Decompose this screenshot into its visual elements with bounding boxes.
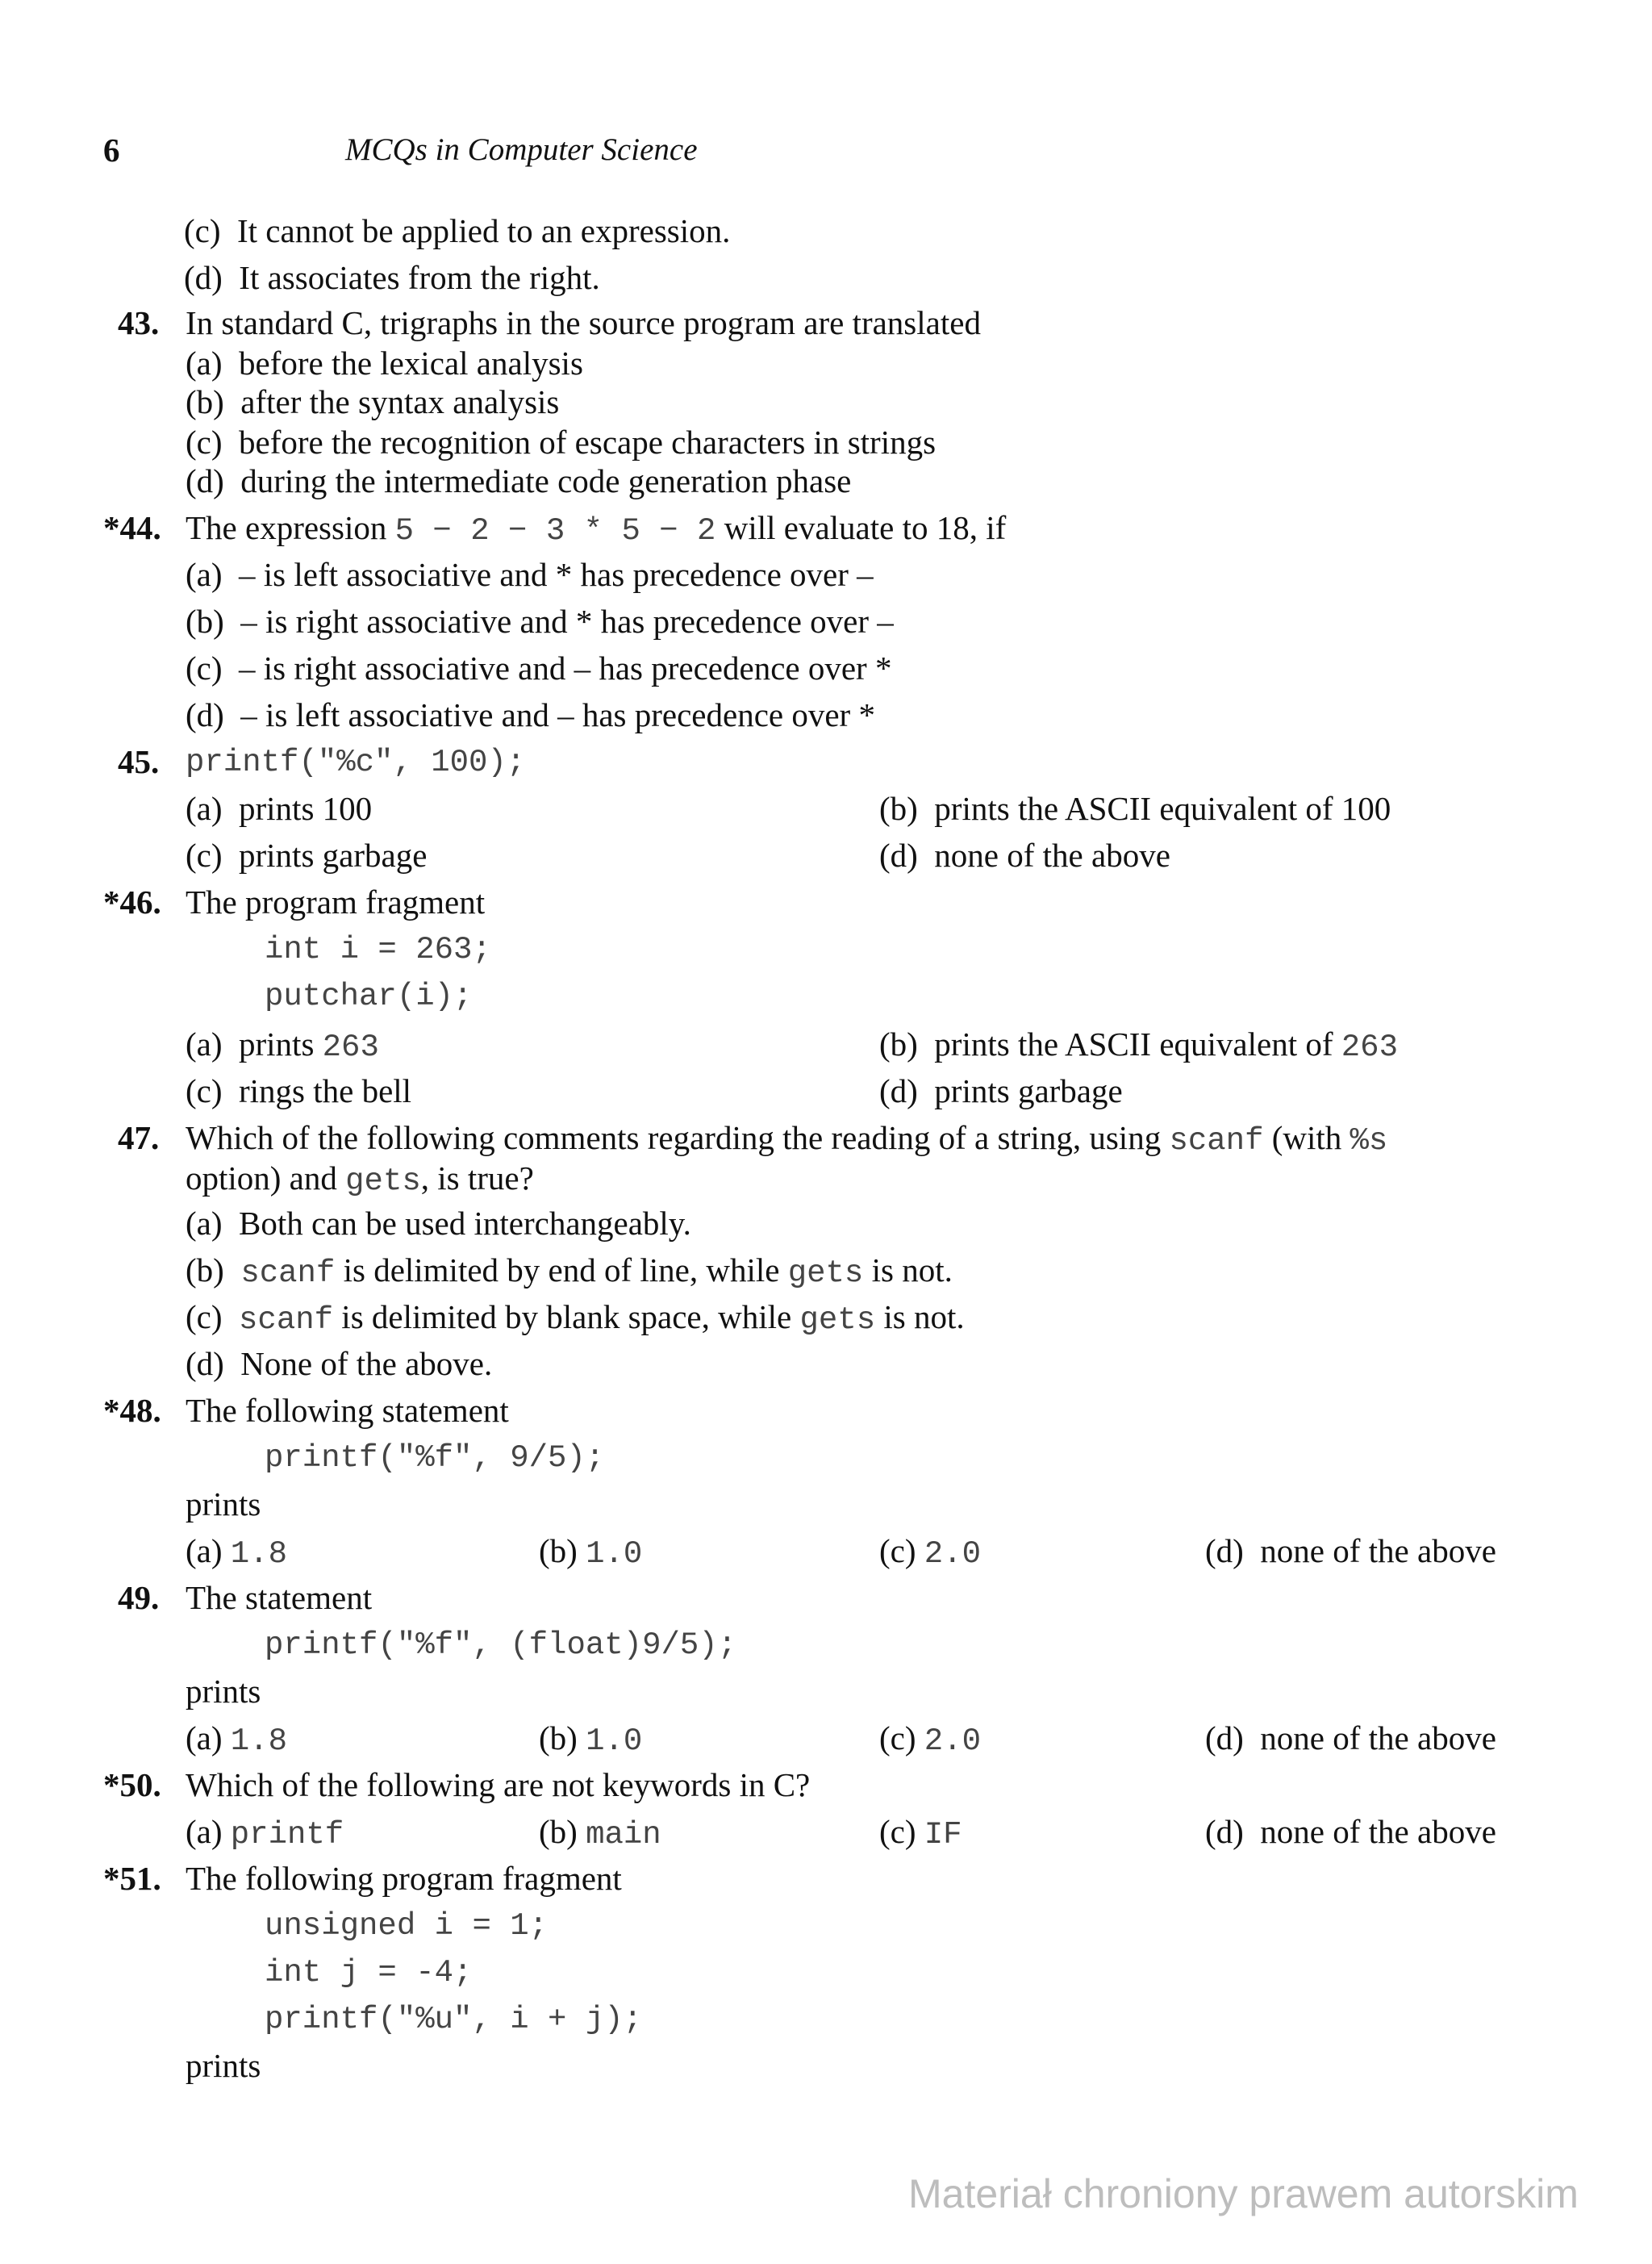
q49-option-a-code: 1.8 <box>230 1723 287 1759</box>
q46-code-line-1: int i = 263; <box>265 932 491 967</box>
q45-option-a: (a) prints 100 <box>186 790 373 827</box>
q43-option-c: (c) before the recognition of escape characters in strings <box>186 424 937 461</box>
q47-option-b-label: (b) <box>186 1251 241 1289</box>
q47-text-4: , is true? <box>420 1159 534 1197</box>
q46-option-a <box>186 1025 379 1065</box>
q45-code: printf("%c", 100); <box>186 745 526 780</box>
q50-option-b-code: main <box>586 1817 661 1853</box>
q49-option-d: (d) none of the above <box>1205 1719 1496 1756</box>
q46-code-line-2: putchar(i); <box>265 979 473 1014</box>
q50-option-c-label: (c) <box>879 1813 916 1850</box>
q47-option-c-code-1: scanf <box>239 1302 334 1338</box>
q46-option-b <box>879 1025 1398 1065</box>
q42-option-c: (c) It cannot be applied to an expression. <box>184 212 731 249</box>
q50-option-c <box>879 1815 962 1851</box>
q49-code: printf("%f", (float)9/5); <box>265 1627 737 1663</box>
q48-prints: prints <box>186 1485 261 1523</box>
q47-question-line-1 <box>186 1119 1388 1159</box>
q44-text-post: will evaluate to 18, if <box>715 509 1007 546</box>
running-title: MCQs in Computer Science <box>345 132 698 167</box>
q47-option-c-label: (c) <box>186 1298 240 1335</box>
q49-option-c <box>879 1719 981 1759</box>
q51-code-line-3: printf("%u", i + j); <box>265 2002 643 2037</box>
q48-option-b <box>539 1532 643 1572</box>
q50-option-a-label: (a) <box>186 1813 223 1850</box>
q49-option-b-code: 1.0 <box>586 1723 643 1759</box>
q51-prints: prints <box>186 2047 261 2084</box>
q46-option-d: (d) prints garbage <box>879 1072 1123 1109</box>
q49-option-c-code: 2.0 <box>924 1723 981 1759</box>
q51-code-line-1: unsigned i = 1; <box>265 1908 549 1944</box>
q43-number: 43. <box>118 304 160 341</box>
q47-text-2: (with <box>1263 1119 1350 1156</box>
q46-option-b-text: (b) prints the ASCII equivalent of <box>879 1025 1341 1063</box>
q44-text-pre: The expression <box>186 509 395 546</box>
q49-option-b-label: (b) <box>539 1719 578 1756</box>
q44-option-d: (d) – is left associative and – has precedence over * <box>186 696 875 733</box>
q47-number: 47. <box>118 1119 160 1156</box>
q45-number: 45. <box>118 743 160 780</box>
q44-number: *44. <box>103 509 161 546</box>
q47-text-1: Which of the following comments regarding the reading of a string, using <box>186 1119 1170 1156</box>
copyright-watermark: Materiał chroniony prawem autorskim <box>908 2171 1579 2216</box>
q47-option-a: (a) Both can be used interchangeably. <box>186 1205 691 1242</box>
q49-question: The statement <box>186 1579 373 1616</box>
q49-option-b <box>539 1719 643 1759</box>
q44-option-b: (b) – is right associative and * has precedence over – <box>186 603 894 640</box>
page-number: 6 <box>103 132 120 169</box>
q47-option-c-code-2: gets <box>799 1302 876 1338</box>
q47-option-c-text: is delimited by blank space, while <box>333 1298 800 1335</box>
q44-option-c: (c) – is right associative and – has precedence over * <box>186 650 892 687</box>
q45-option-c: (c) prints garbage <box>186 837 428 874</box>
q44-expression: 5 − 2 − 3 * 5 − 2 <box>394 513 716 549</box>
q47-option-d: (d) None of the above. <box>186 1345 493 1382</box>
q47-option-b-text: is delimited by end of line, while <box>335 1251 788 1289</box>
q43-option-d: (d) during the intermediate code generation phase <box>186 462 852 499</box>
q44-question <box>186 509 1007 549</box>
q48-option-c-label: (c) <box>879 1532 916 1569</box>
q43-question: In standard C, trigraphs in the source program are translated <box>186 304 981 341</box>
q48-question: The following statement <box>186 1392 509 1429</box>
q48-option-a <box>186 1532 287 1572</box>
q50-option-b <box>539 1815 661 1851</box>
q48-code: printf("%f", 9/5); <box>265 1440 605 1476</box>
q50-option-d: (d) none of the above <box>1205 1813 1496 1850</box>
q49-option-a-label: (a) <box>186 1719 223 1756</box>
q47-question-line-2 <box>186 1159 534 1199</box>
q50-option-b-label: (b) <box>539 1813 578 1850</box>
q50-option-a-code: printf <box>230 1817 344 1853</box>
q47-option-b-end: is not. <box>863 1251 953 1289</box>
q47-option-b-code-1: scanf <box>240 1255 336 1291</box>
q48-option-b-label: (b) <box>539 1532 578 1569</box>
q47-option-c <box>186 1298 965 1338</box>
q44-option-a: (a) – is left associative and * has precedence over – <box>186 556 874 593</box>
q47-option-b-code-2: gets <box>787 1255 864 1291</box>
q47-code-format: %s <box>1350 1123 1388 1159</box>
q45-option-b: (b) prints the ASCII equivalent of 100 <box>879 790 1391 827</box>
q43-option-a: (a) before the lexical analysis <box>186 345 583 382</box>
q47-code-scanf: scanf <box>1169 1123 1264 1159</box>
q49-number: 49. <box>118 1579 160 1616</box>
q46-question: The program fragment <box>186 883 486 921</box>
q47-code-gets: gets <box>345 1163 421 1199</box>
q50-question: Which of the following are not keywords in C? <box>186 1766 811 1803</box>
q50-number: *50. <box>103 1766 161 1803</box>
q47-option-c-end: is not. <box>875 1298 965 1335</box>
q43-option-b: (b) after the syntax analysis <box>186 383 560 420</box>
q51-number: *51. <box>103 1860 161 1897</box>
q48-option-a-label: (a) <box>186 1532 223 1569</box>
q51-question: The following program fragment <box>186 1860 622 1897</box>
q46-option-c: (c) rings the bell <box>186 1072 412 1109</box>
q50-option-c-code: IF <box>924 1817 962 1853</box>
q49-option-c-label: (c) <box>879 1719 916 1756</box>
q48-option-c-code: 2.0 <box>924 1536 981 1572</box>
q47-text-3: option) and <box>186 1159 346 1197</box>
q47-option-b <box>186 1251 953 1291</box>
q50-option-a <box>186 1815 344 1851</box>
q46-option-b-code: 263 <box>1341 1030 1398 1065</box>
q48-option-b-code: 1.0 <box>586 1536 643 1572</box>
q48-option-a-code: 1.8 <box>230 1536 287 1572</box>
q46-option-a-text: (a) prints <box>186 1025 323 1063</box>
q46-number: *46. <box>103 883 161 921</box>
q49-option-a <box>186 1719 287 1759</box>
q48-option-c <box>879 1532 981 1572</box>
q42-option-d: (d) It associates from the right. <box>184 259 600 296</box>
q46-option-a-code: 263 <box>322 1030 379 1065</box>
q48-option-d: (d) none of the above <box>1205 1532 1496 1569</box>
q48-number: *48. <box>103 1392 161 1429</box>
q49-prints: prints <box>186 1673 261 1710</box>
q45-option-d: (d) none of the above <box>879 837 1170 874</box>
q51-code-line-2: int j = -4; <box>265 1955 473 1990</box>
